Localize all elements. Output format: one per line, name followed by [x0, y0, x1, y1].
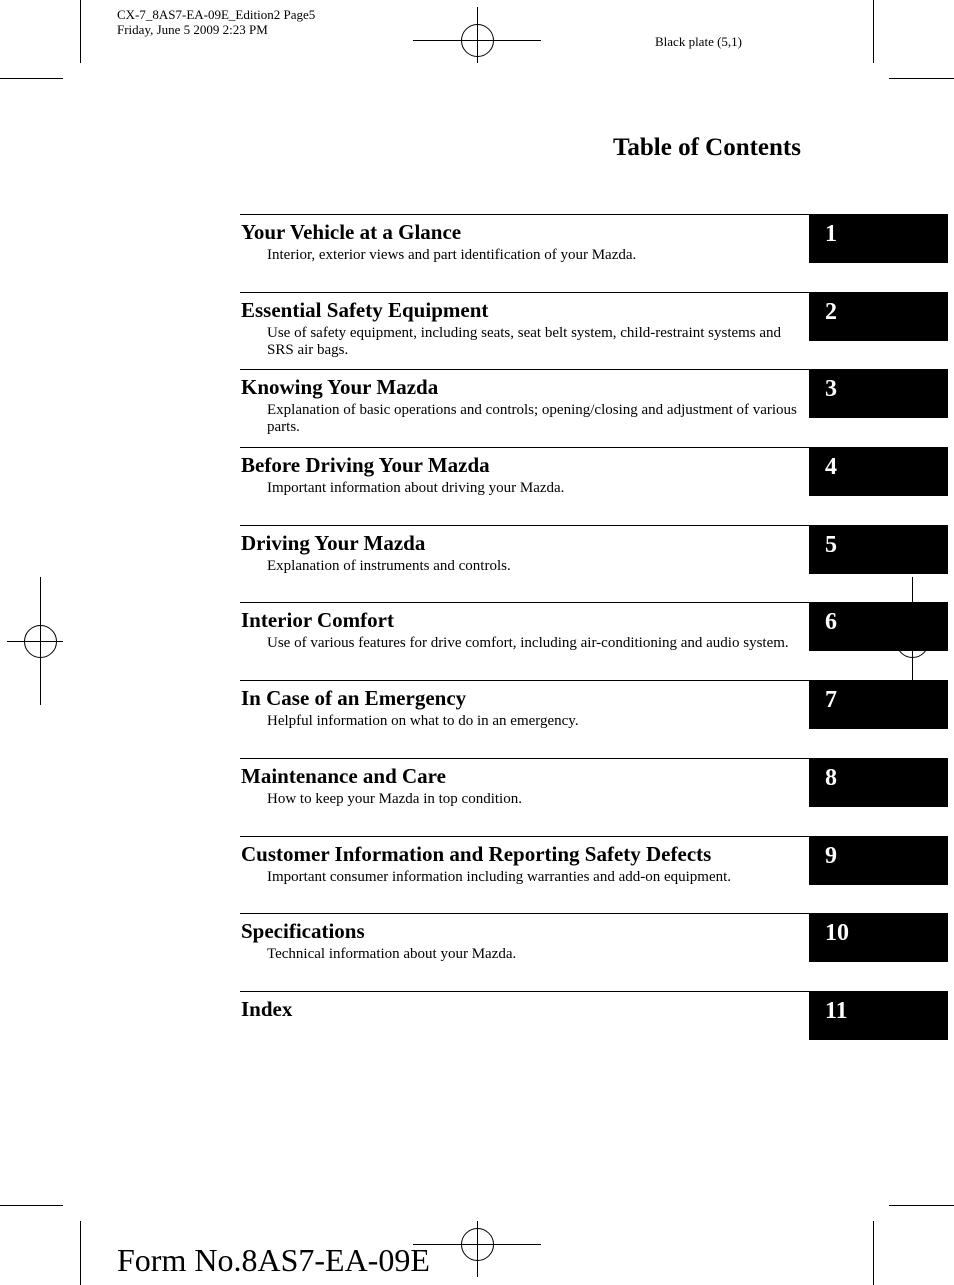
- crop-mark-bottom-right-v: [873, 1221, 874, 1285]
- toc-entry-title[interactable]: Driving Your Mazda: [241, 530, 426, 555]
- toc-entry[interactable]: [240, 292, 948, 370]
- chapter-tab[interactable]: [809, 758, 948, 807]
- toc-entry[interactable]: [240, 913, 948, 991]
- chapter-tab[interactable]: [809, 913, 948, 962]
- plate-label: Black plate (5,1): [655, 34, 742, 49]
- chapter-tab-number: 5: [825, 531, 837, 558]
- chapter-tab-number: 8: [825, 764, 837, 791]
- toc-entry-title[interactable]: In Case of an Emergency: [241, 686, 467, 711]
- toc-entry-description: How to keep your Mazda in top condition.: [267, 790, 522, 807]
- toc-entry[interactable]: [240, 214, 948, 292]
- toc-list: [240, 214, 948, 1069]
- toc-entry-description: Important information about driving your Mazda.: [267, 480, 565, 497]
- crop-mark-bottom-right-h: [889, 1205, 954, 1206]
- crop-mark-bottom-left-v: [80, 1221, 81, 1285]
- toc-entry-description: Technical information about your Mazda.: [267, 946, 517, 963]
- toc-entry-title[interactable]: Customer Information and Reporting Safety Defects: [241, 841, 712, 866]
- page-title: Table of Contents: [613, 134, 801, 161]
- crop-mark-top-left-v: [80, 0, 81, 63]
- chapter-tab-number: 3: [825, 376, 837, 403]
- chapter-tab-number: 1: [825, 221, 837, 247]
- chapter-tab-number: 11: [825, 997, 848, 1024]
- toc-entry[interactable]: [240, 602, 948, 680]
- chapter-tab-number: 7: [825, 687, 837, 714]
- crop-mark-top-right-v: [873, 0, 874, 63]
- toc-entry[interactable]: [240, 447, 948, 525]
- chapter-tab-number: 2: [825, 298, 837, 325]
- toc-entry[interactable]: [240, 991, 948, 1069]
- chapter-tab[interactable]: [809, 292, 948, 341]
- crop-mark-top-right-h: [889, 78, 954, 79]
- chapter-tab[interactable]: [809, 680, 948, 729]
- toc-entry-title[interactable]: Specifications: [241, 919, 365, 944]
- toc-entry-description: Helpful information on what to do in an emergency.: [267, 713, 579, 730]
- toc-entry-title[interactable]: Essential Safety Equipment: [241, 297, 489, 322]
- toc-entry-description: Use of safety equipment, including seats, seat belt system, child-restraint systems and SRS air bags.: [267, 324, 782, 358]
- toc-entry-description: Important consumer information including warranties and add-on equipment.: [267, 868, 732, 885]
- toc-entry-description: Use of various features for drive comfort, including air-conditioning and audio system.: [267, 635, 789, 652]
- chapter-tab[interactable]: [809, 991, 948, 1040]
- toc-entry-description: Explanation of instruments and controls.: [267, 557, 511, 574]
- toc-entry-title[interactable]: Interior Comfort: [241, 608, 394, 633]
- toc-entry[interactable]: [240, 525, 948, 603]
- toc-entry-title[interactable]: Index: [241, 996, 293, 1021]
- slug-timestamp: Friday, June 5 2009 2:23 PM: [117, 22, 268, 37]
- chapter-tab[interactable]: [809, 602, 948, 651]
- toc-entry[interactable]: [240, 758, 948, 836]
- chapter-tab[interactable]: [809, 836, 948, 885]
- crop-mark-top-left-h: [0, 78, 63, 79]
- toc-entry-title[interactable]: Maintenance and Care: [241, 763, 446, 788]
- chapter-tab-number: 4: [825, 454, 837, 481]
- toc-entry-title[interactable]: Your Vehicle at a Glance: [241, 220, 462, 244]
- chapter-tab[interactable]: [809, 369, 948, 418]
- chapter-tab[interactable]: [809, 447, 948, 496]
- toc-entry[interactable]: [240, 836, 948, 914]
- toc-entry-description: Explanation of basic operations and controls; opening/closing and adjustment of various parts.: [267, 402, 797, 436]
- toc-entry[interactable]: [240, 680, 948, 758]
- print-slug: [117, 7, 315, 37]
- chapter-tab-number: 9: [825, 842, 837, 869]
- chapter-tab[interactable]: [809, 525, 948, 574]
- slug-file-name: CX-7_8AS7-EA-09E_Edition2 Page5: [117, 7, 316, 22]
- toc-entry[interactable]: [240, 369, 948, 447]
- chapter-tab-number: 6: [825, 609, 837, 636]
- toc-entry-title[interactable]: Knowing Your Mazda: [241, 375, 439, 400]
- crop-mark-bottom-left-h: [0, 1205, 63, 1206]
- form-number: Form No.8AS7-EA-09E: [117, 1242, 430, 1278]
- chapter-tab-number: 10: [825, 920, 849, 947]
- chapter-tab[interactable]: [809, 214, 948, 263]
- toc-entry-title[interactable]: Before Driving Your Mazda: [241, 453, 490, 478]
- toc-entry-description: Interior, exterior views and part identification of your Mazda.: [267, 247, 637, 263]
